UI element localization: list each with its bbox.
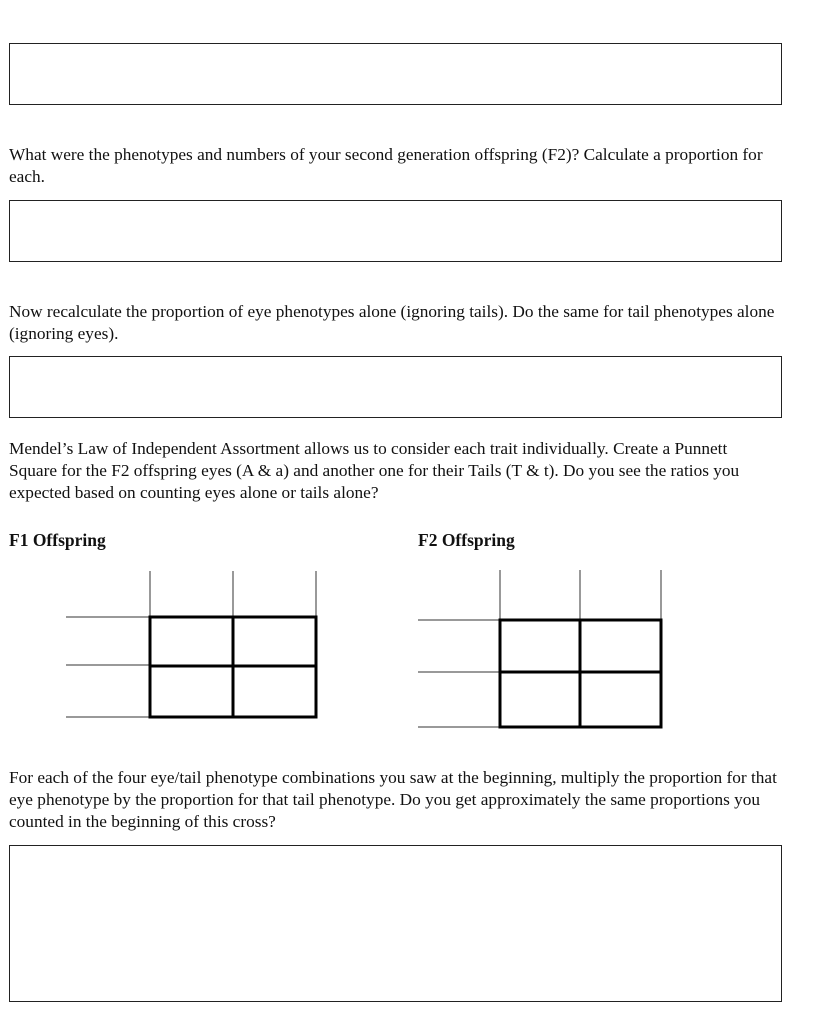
f1-punnett-square [60,565,325,725]
answer-box-2[interactable] [9,200,782,262]
f2-punnett-square [412,565,672,735]
question-multiply-proportions: For each of the four eye/tail phenotype combinations you saw at the beginning, multiply the proportion for that eye phenotype by the proportion for that tail phenotype. Do you get approximately the same proportions you counted in the beginning of this cross? [9,768,777,831]
answer-box-3[interactable] [9,356,782,418]
f2-offspring-heading: F2 Offspring [418,530,515,550]
f1-offspring-heading: F1 Offspring [9,530,106,550]
answer-box-5[interactable] [9,845,782,1002]
question-f2-phenotypes: What were the phenotypes and numbers of your second generation offspring (F2)? Calculate a proportion for each. [9,145,763,186]
question-recalculate-proportions: Now recalculate the proportion of eye phenotypes alone (ignoring tails). Do the same for tail phenotypes alone (ignoring eyes). [9,302,775,343]
question-independent-assortment: Mendel’s Law of Independent Assortment allows us to consider each trait individually. Create a Punnett Square for the F2 offspring eyes (A & a) and another one for their Tails (T & t). Do you see the ratios you expected based on counting eyes alone or tails alone? [9,439,740,502]
answer-box-1[interactable] [9,43,782,105]
